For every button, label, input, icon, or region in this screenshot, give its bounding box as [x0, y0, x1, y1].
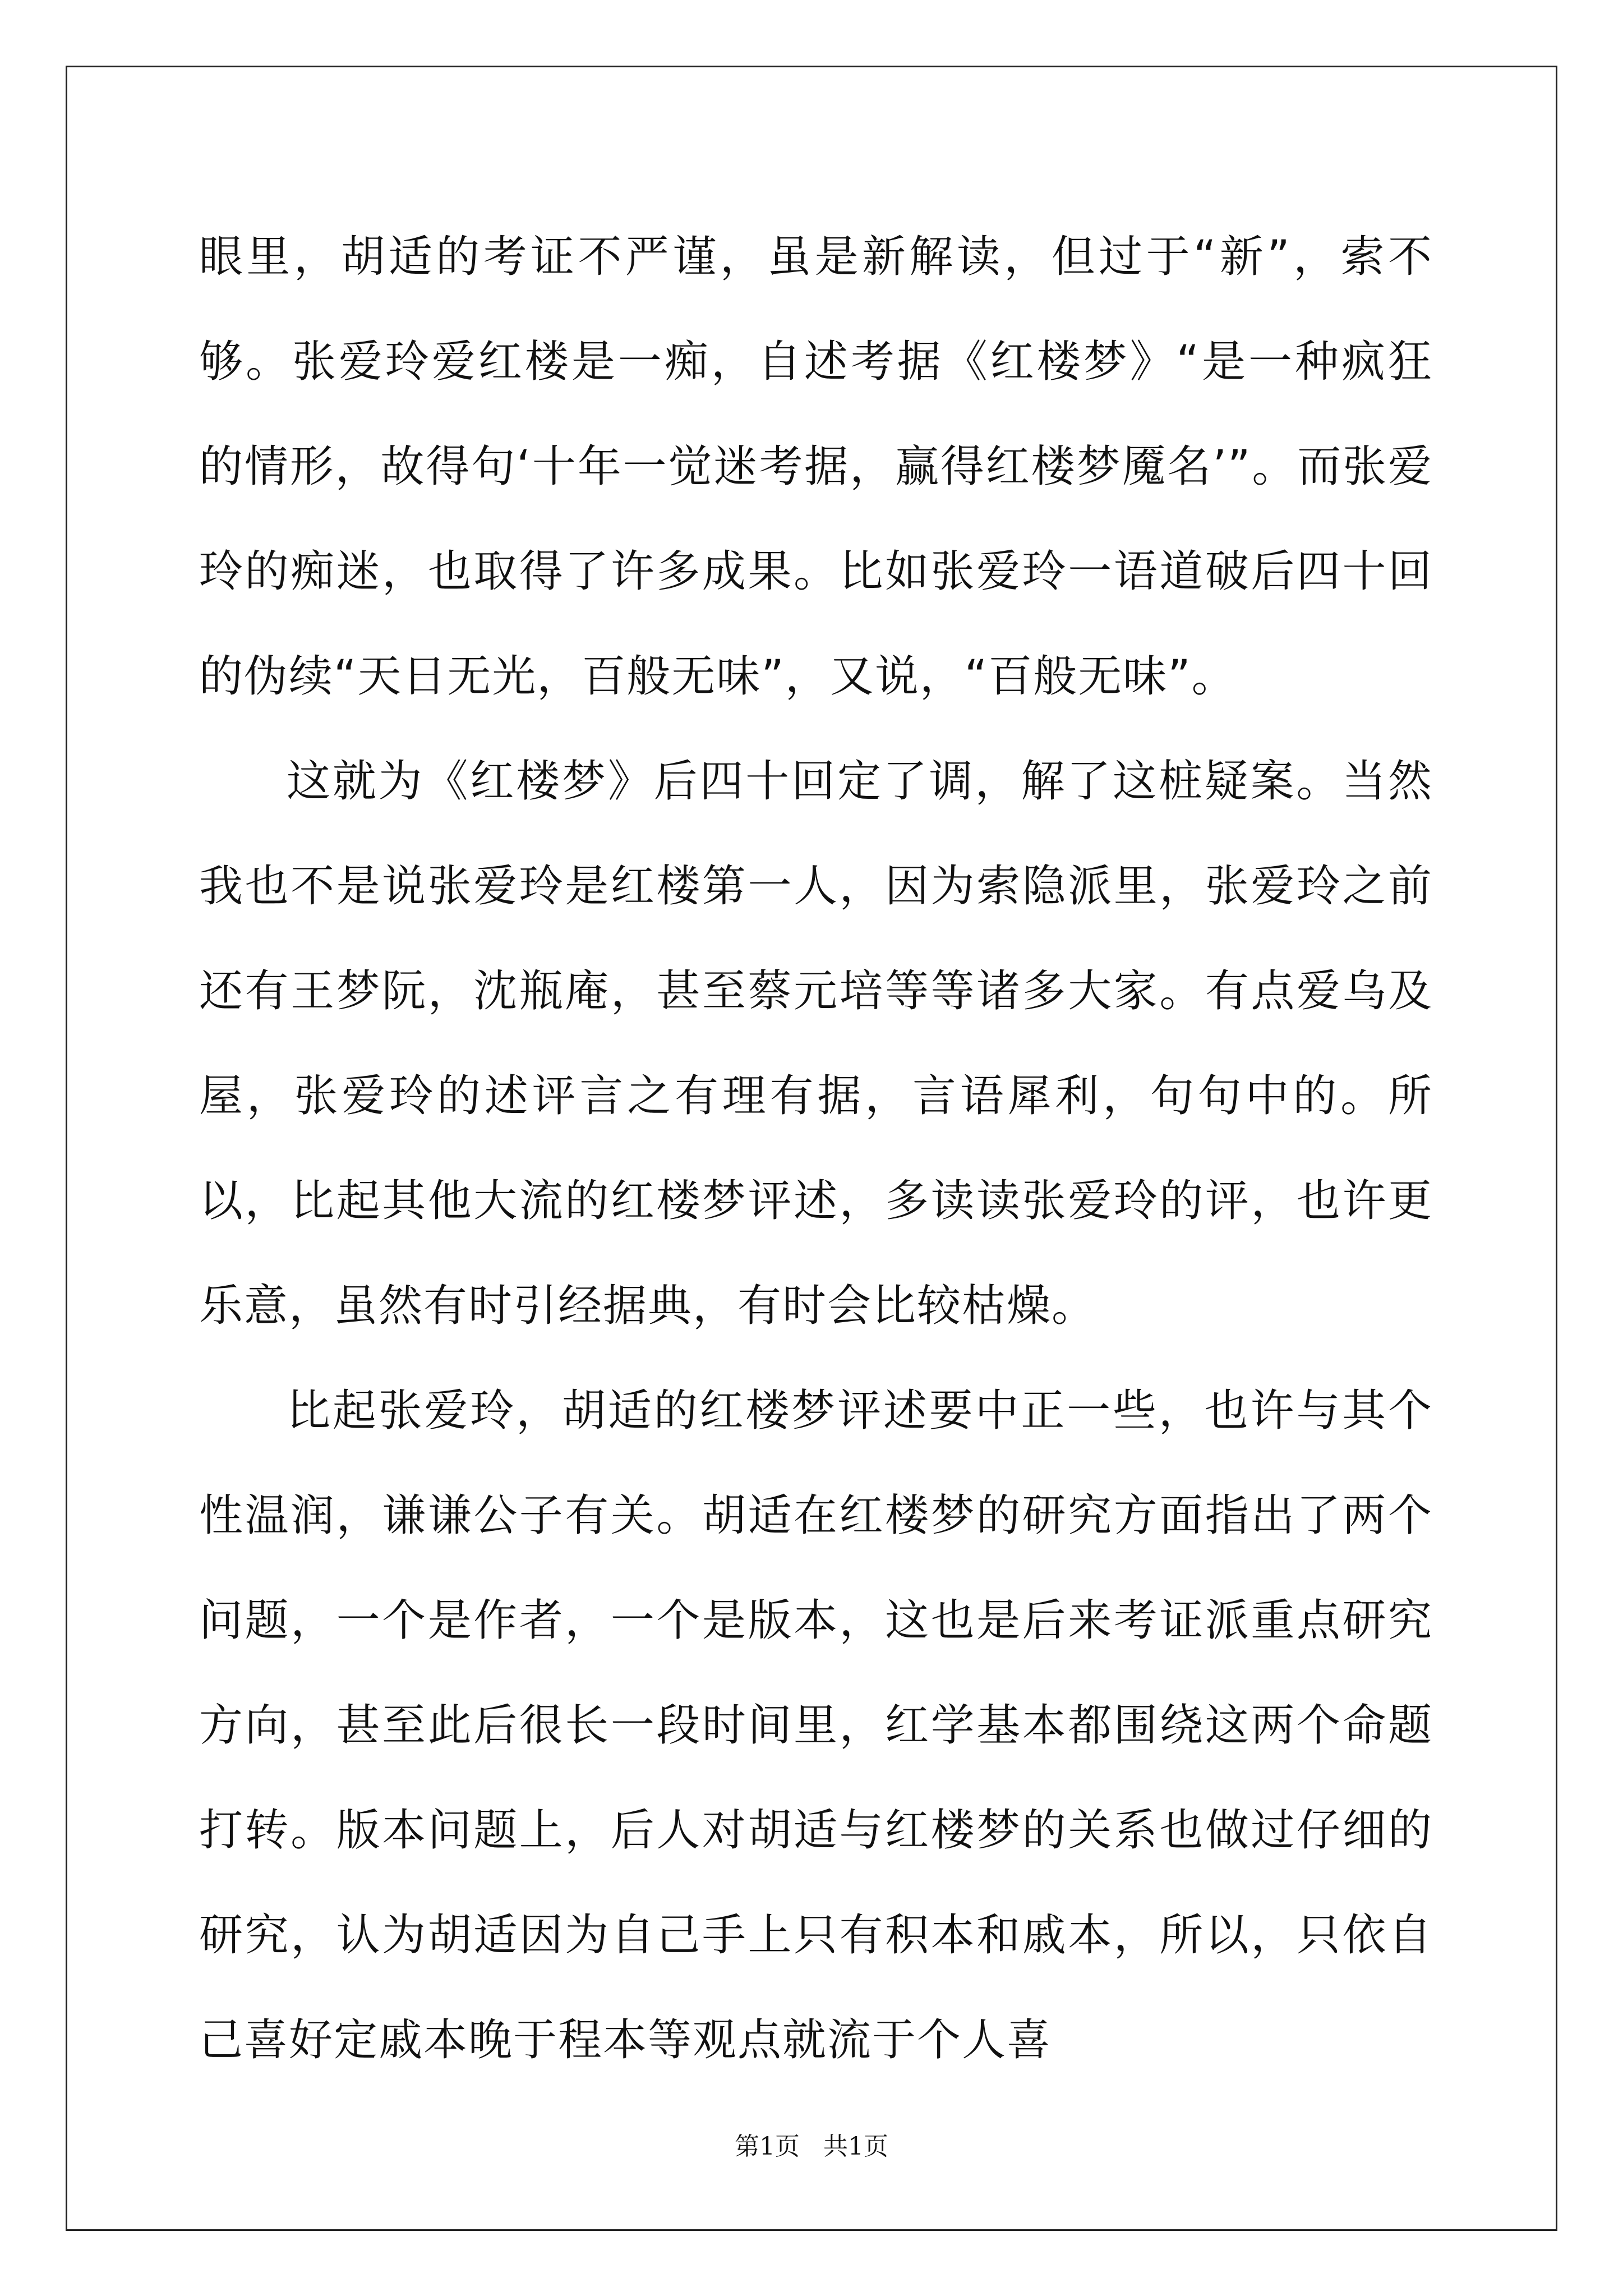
paragraph-2: 这就为《红楼梦》后四十回定了调，解了这桩疑案。当然我也不是说张爱玲是红楼第一人，因为索隐派里，张爱玲之前还有王梦阮，沈瓶庵，甚至蔡元培等等诸多大家。有点爱乌及屋，张爱玲的述评言之有理有据，言语犀利，句句中的。所以，比起其他大流的红楼梦评述，多读读张爱玲的评，也许更乐意，虽然有时引经据典，有时会比较枯燥。 — [199, 756, 1433, 1331]
paragraph-3: 比起张爱玲，胡适的红楼梦评述要中正一些，也许与其个性温润，谦谦公子有关。胡适在红楼梦的研究方面指出了两个问题，一个是作者，一个是版本，这也是后来考证派重点研究方向，甚至此后很长一段时间里，红学基本都围绕这两个命题打转。版本问题上，后人对胡适与红楼梦的关系也做过仔细的研究，认为胡适因为自己手上只有积本和戚本，所以，只依自己喜好定戚本晚于程本等观点就流于个人喜 — [199, 1386, 1433, 2065]
page-footer: 第1页 共1页 — [735, 2132, 888, 2161]
document-body — [199, 205, 1433, 2093]
paragraph-1: 眼里，胡适的考证不严谨，虽是新解读，但过于“新”，索不够。张爱玲爱红楼是一痴，自述考据《红楼梦》“是一种疯狂的情形，故得句‘十年一觉迷考据，赢得红楼梦魇名’”。而张爱玲的痴迷，也取得了许多成果。比如张爱玲一语道破后四十回的伪续“天日无光，百般无味”，又说，“百般无味”。 — [199, 232, 1433, 702]
